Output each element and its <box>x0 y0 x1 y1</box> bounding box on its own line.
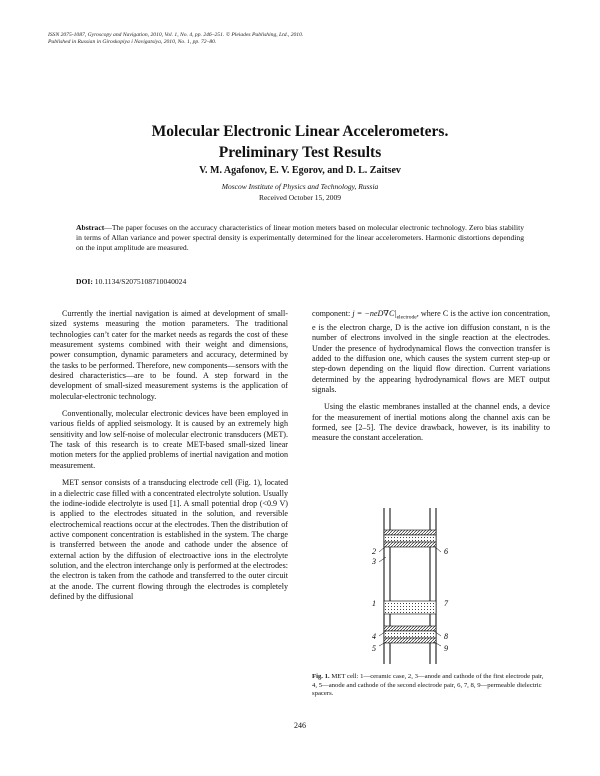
abstract-text: —The paper focuses on the accuracy characteristics of linear motion meters based on molecular electronic technology. Zero bias stability in terms of Allan variance and power spectral density is experimentally determined for the linear accelerometers. Harmonic distortions depending on the input amplitude are measured. <box>76 223 524 253</box>
formula: j = −neD∇C| <box>352 309 397 318</box>
caption-label: Fig. 1. <box>312 673 330 680</box>
paragraph: Currently the inertial navigation is aimed at development of small-sized systems measuring the motion parameters. The traditional technologies can’t cater for the market needs as regards the cost of these measurement systems combined with their weight and dimensions, power consumption, dynamic parameters and accuracy, determined by the tasks to be performed. Therefore, new components—sensors with the desired characteristics—are to be found. A step forward in the development of small-sized measurement systems is the application of molecular-electronic technology. <box>50 309 288 401</box>
column-right <box>312 309 550 451</box>
column-left <box>50 309 288 609</box>
title-line1: Molecular Electronic Linear Accelerometers. <box>151 123 449 140</box>
page-number: 246 <box>294 721 306 730</box>
figure-label-3: 3 <box>372 557 376 566</box>
journal-header <box>48 32 303 46</box>
authors: V. M. Agafonov, E. V. Egorov, and D. L. Zaitsev <box>199 165 401 176</box>
doi <box>76 277 186 286</box>
abstract-label: Abstract <box>76 223 105 232</box>
affiliation: Moscow Institute of Physics and Technology, Russia <box>221 182 379 191</box>
formula-post: , where C is the active ion concentration, e is the electron charge, D is the active ion diffusion constant, n is the number of electrons involved in the single reaction at the electrodes. Under the presence of hydrodynamical flows the convection transfer is added to the diffusion one, which causes the system current step-up or step-down depending on the liquid flow direction. Current variations determined by the appearing hydrodynamical flows are MET output signals. <box>312 309 550 395</box>
figure-label-4: 4 <box>372 632 376 641</box>
met-cell-figure <box>360 506 470 666</box>
paragraph: Using the elastic membranes installed at the channel ends, a device for the measurement of inertial motions along the channel axis can be formed, see [2–5]. The device drawback, however, is its inability to measure the constant acceleration. <box>312 402 550 443</box>
paragraph-formula <box>312 309 550 395</box>
figure-label-8: 8 <box>444 632 448 641</box>
abstract <box>76 223 524 254</box>
electrode-pair-1 <box>384 530 436 547</box>
figure-label-9: 9 <box>444 644 448 653</box>
figure-label-2: 2 <box>372 547 376 556</box>
doi-value[interactable]: 10.1134/S2075108710040024 <box>94 277 187 286</box>
journal-header-line2: Published in Russian in Giroskopiya i Navigatsiya, 2010, No. 1, pp. 72–80. <box>48 39 217 45</box>
caption-text: MET cell: 1—ceramic case, 2, 3—anode and cathode of the first electrode pair, 4, 5—anode and cathode of the second electrode pair, 6, 7, 8, 9—permeable dielectric spacers. <box>312 673 544 698</box>
electrode-pair-2 <box>384 601 436 643</box>
formula-pre: component: <box>312 309 353 318</box>
figure-caption <box>312 673 550 699</box>
formula-subscript: electrode <box>396 314 417 321</box>
doi-label: DOI: <box>76 277 93 286</box>
figure-label-7: 7 <box>444 599 448 608</box>
paper-title <box>0 121 600 163</box>
received-date: Received October 15, 2009 <box>258 193 342 202</box>
paragraph: Conventionally, molecular electronic devices have been employed in various fields of applied seismology. It is caused by an extremely high sensitivity and low self-noise of molecular electronic transducers (MET). The task of this research is to create MET-based small-sized linear motion meters for the applied problems of inertial navigation and motion measurement. <box>50 409 288 470</box>
journal-header-line1: ISSN 2075-1087, Gyroscopy and Navigation, 2010, Vol. 1, No. 4, pp. 246–251. © Pleiades Publishing, Ltd., 2010. <box>48 32 304 38</box>
title-line2: Preliminary Test Results <box>218 144 382 161</box>
figure-label-5: 5 <box>372 644 376 653</box>
figure-label-1: 1 <box>372 599 376 608</box>
figure-label-6: 6 <box>444 547 448 556</box>
paragraph: MET sensor consists of a transducing electrode cell (Fig. 1), located in a dielectric case filled with a concentrated electrolyte solution. Usually the iodine-iodide electrolyte is used [1]. A small potential drop (<0.9 V) is applied to the electrodes situated in the solution, and reversible electrochemical reactions occur at the electrodes. Then the distribution of active component concentration is established in the system. The charge is transferred between the anode and cathode under the absence of external action by the diffusion of electroactive ions in the electrolyte solution, and the electron interchange only is performed at the electrodes: the electron is taken from the cathode and transferred to the outer circuit at the anode. The current flowing through the electrodes is completely defined by the diffusional <box>50 478 289 601</box>
